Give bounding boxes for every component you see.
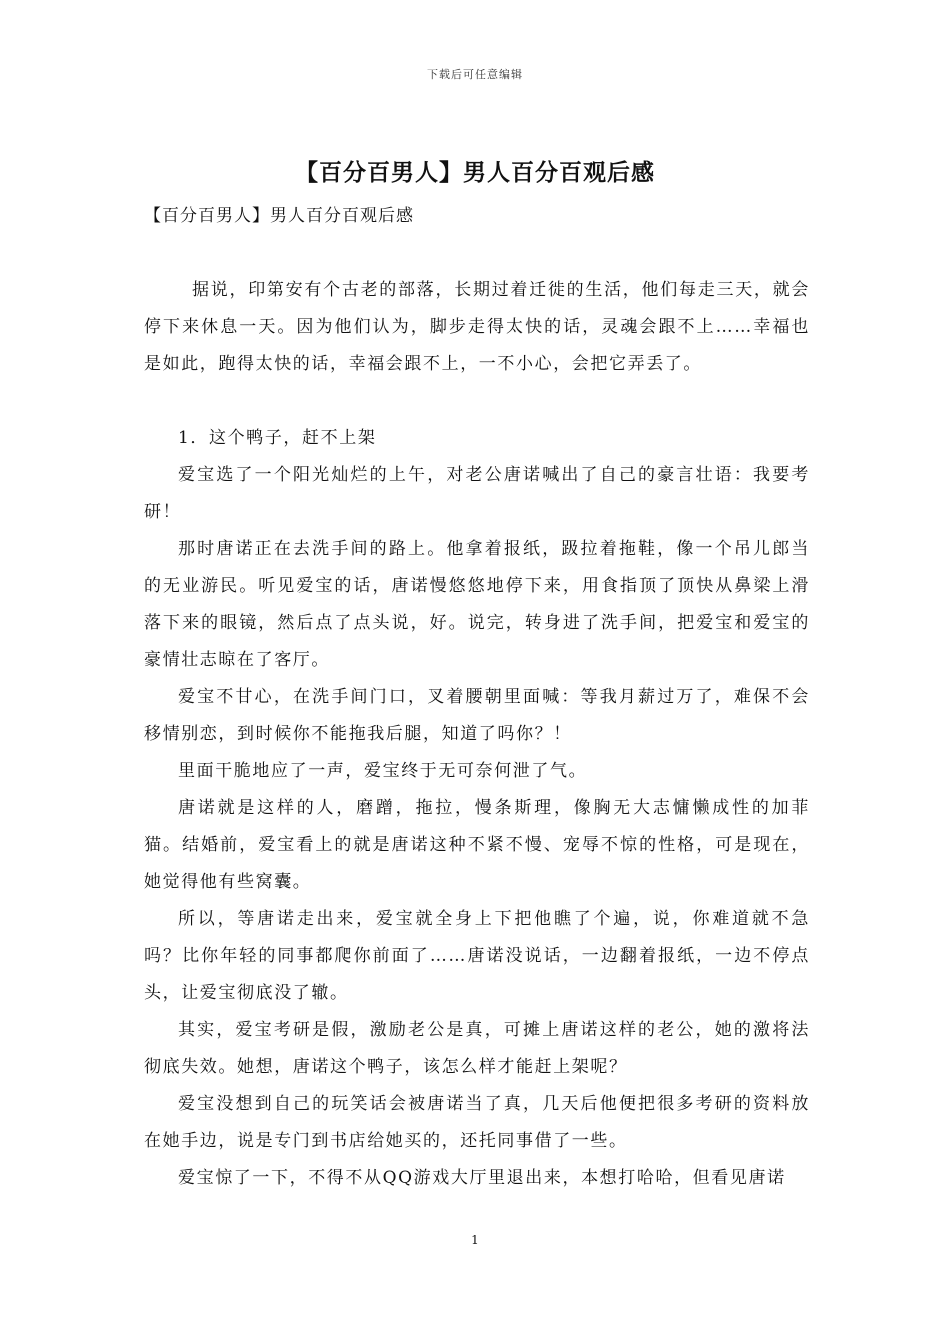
paragraph: 爱宝没想到自己的玩笑话会被唐诺当了真，几天后他便把很多考研的资料放在她手边，说是专门到书店给她买的，还托同事借了一些。 (144, 1094, 810, 1151)
paragraph: 那时唐诺正在去洗手间的路上。他拿着报纸，趿拉着拖鞋，像一个吊儿郎当的无业游民。听见爱宝的话，唐诺慢悠悠地停下来，用食指顶了顶快从鼻梁上滑落下来的眼镜，然后点了点头说，好。说完，转身进了洗手间，把爱宝和爱宝的豪情壮志晾在了客厅。 (144, 539, 810, 670)
paragraph-gap (144, 383, 810, 420)
paragraph: 唐诺就是这样的人，磨蹭，拖拉，慢条斯理，像胸无大志慵懒成性的加菲猫。结婚前，爱宝看上的就是唐诺这种不紧不慢、宠辱不惊的性格，可是现在，她觉得他有些窝囊。 (144, 798, 810, 892)
paragraph: 爱宝不甘心，在洗手间门口，叉着腰朝里面喊：等我月薪过万了，难保不会移情别恋，到时候你不能拖我后腿，知道了吗你？！ (144, 687, 810, 744)
paragraph-intro: 据说，印第安有个古老的部落，长期过着迁徙的生活，他们每走三天，就会停下来休息一天。因为他们认为，脚步走得太快的话，灵魂会跟不上……幸福也是如此，跑得太快的话，幸福会跟不上，一不小心，会把它弄丢了。 (144, 280, 810, 374)
paragraph: 爱宝选了一个阳光灿烂的上午，对老公唐诺喊出了自己的豪言壮语：我要考研！ (144, 465, 810, 522)
paragraph: 里面干脆地应了一声，爱宝终于无可奈何泄了气。 (178, 761, 588, 781)
page-header: 下载后可任意编辑 (427, 68, 523, 81)
paragraph: 其实，爱宝考研是假，激励老公是真，可摊上唐诺这样的老公，她的激将法彻底失效。她想，唐诺这个鸭子，该怎么样才能赶上架呢？ (144, 1020, 810, 1077)
paragraph: 所以，等唐诺走出来，爱宝就全身上下把他瞧了个遍，说，你难道就不急吗？比你年轻的同事都爬你前面了……唐诺没说话，一边翻着报纸，一边不停点头，让爱宝彻底没了辙。 (144, 909, 810, 1003)
document-title: 【百分百男人】男人百分百观后感 (295, 159, 655, 186)
document-body (144, 272, 810, 1197)
page-number: 1 (471, 1233, 479, 1247)
section-heading: 1．这个鸭子，赶不上架 (178, 428, 377, 448)
paragraph: 爱宝惊了一下，不得不从QQ游戏大厅里退出来，本想打哈哈，但看见唐诺 (178, 1168, 786, 1188)
document-subtitle: 【百分百男人】男人百分百观后感 (144, 206, 414, 226)
